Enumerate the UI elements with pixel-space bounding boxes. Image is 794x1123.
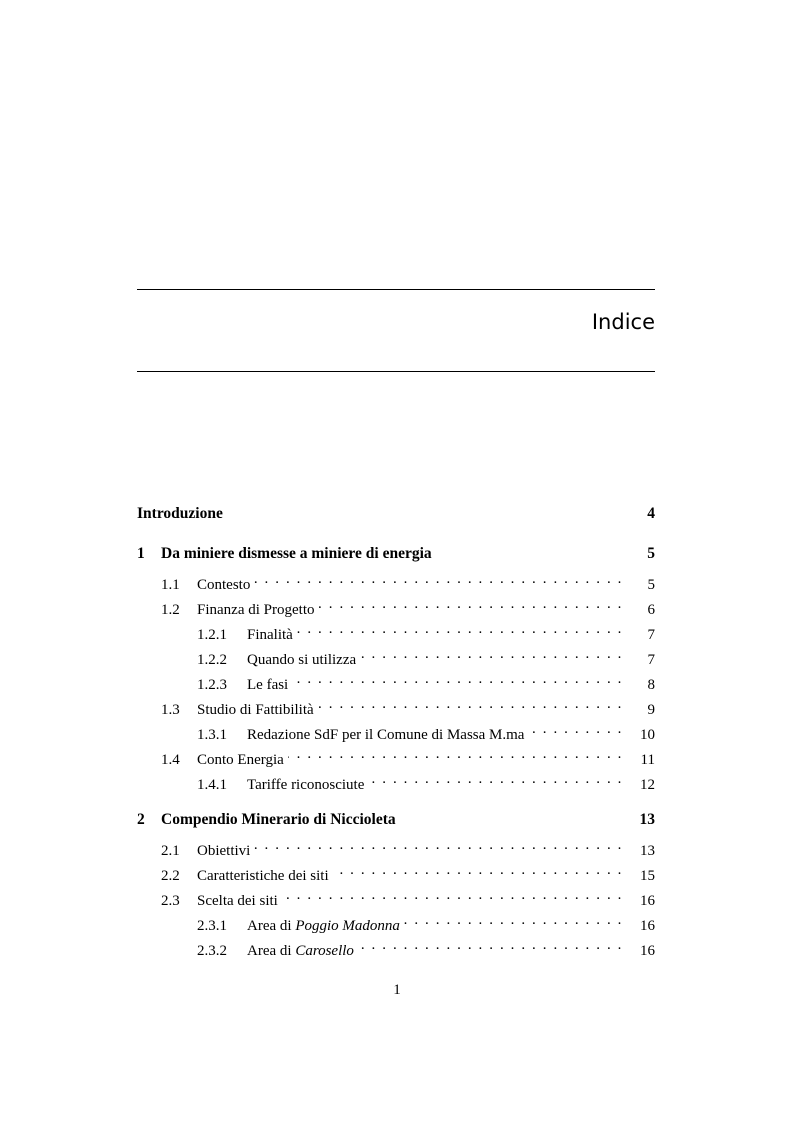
page-number: 1 xyxy=(393,982,401,998)
title-italic: Carosello xyxy=(295,943,354,959)
title-prefix: Area di xyxy=(247,943,292,959)
dot-leader xyxy=(528,719,623,739)
toc-entry-number: 2.3.1 xyxy=(197,918,227,934)
dot-leader xyxy=(288,744,623,764)
dot-leader xyxy=(318,594,623,614)
toc-entry-number: 2.3 xyxy=(161,893,180,909)
toc-entry-page: 5 xyxy=(623,544,655,564)
toc-entry-page: 8 xyxy=(623,675,655,695)
toc-title: Indice xyxy=(591,310,655,334)
dot-leader xyxy=(282,885,623,905)
toc-entry-number: 1.2.2 xyxy=(197,652,227,668)
toc-entry-number: 2.1 xyxy=(161,843,180,859)
toc-chapter-1[interactable] xyxy=(137,544,655,564)
toc-entry-number: 1 xyxy=(137,545,145,562)
header-rule-top xyxy=(137,289,655,290)
toc-entry-page: 12 xyxy=(623,775,655,795)
toc-entry-introduzione[interactable] xyxy=(137,504,655,524)
toc-entry-page: 7 xyxy=(623,650,655,670)
dot-leader xyxy=(360,644,623,664)
toc-entry-title: Conto Energia xyxy=(197,750,288,770)
toc-entry-title xyxy=(247,941,358,961)
toc-subsection-2-3-1[interactable] xyxy=(197,910,655,934)
toc-entry-page: 4 xyxy=(623,504,655,524)
toc-entry-title: Scelta dei siti xyxy=(197,891,282,911)
toc-entry-page: 5 xyxy=(623,575,655,595)
toc-entry-page: 13 xyxy=(623,810,655,830)
toc-entry-page: 9 xyxy=(623,700,655,720)
toc-entry-number: 1.3.1 xyxy=(197,727,227,743)
toc-subsection-1-2-2[interactable] xyxy=(197,644,655,668)
toc-entry-title xyxy=(247,916,404,936)
toc-entry-page: 16 xyxy=(623,941,655,961)
title-italic: Poggio Madonna xyxy=(295,918,400,934)
toc-entry-number: 1.2.1 xyxy=(197,627,227,643)
toc-entry-title: Studio di Fattibilità xyxy=(197,700,318,720)
toc-section-2-3[interactable] xyxy=(161,885,655,909)
toc-entry-page: 15 xyxy=(623,866,655,886)
title-prefix: Area di xyxy=(247,918,292,934)
toc-entry-title: Contesto xyxy=(197,575,254,595)
dot-leader xyxy=(358,935,623,955)
toc-entry-number: 1.2.3 xyxy=(197,677,227,693)
toc-entry-page: 7 xyxy=(623,625,655,645)
toc-entry-title: Quando si utilizza xyxy=(247,650,360,670)
toc-entry-number: 2.3.2 xyxy=(197,943,227,959)
toc-entry-title: Obiettivi xyxy=(197,841,254,861)
toc-entry-title: Le fasi xyxy=(247,675,292,695)
toc-entry-page: 16 xyxy=(623,891,655,911)
toc-entry-number: 1.4 xyxy=(161,752,180,768)
toc-section-1-2[interactable] xyxy=(161,594,655,618)
header-rule-bottom xyxy=(137,371,655,372)
dot-leader xyxy=(254,835,623,855)
toc-entry-page: 6 xyxy=(623,600,655,620)
toc-section-1-1[interactable] xyxy=(161,569,655,593)
toc-entry-title: Introduzione xyxy=(137,504,227,524)
toc-entry-number: 1.2 xyxy=(161,602,180,618)
toc-entry-title: Redazione SdF per il Comune di Massa M.ma xyxy=(247,725,528,745)
toc-entry-number: 1.3 xyxy=(161,702,180,718)
toc-entry-title: Da miniere dismesse a miniere di energia xyxy=(161,544,436,564)
toc-subsection-1-3-1[interactable] xyxy=(197,719,655,743)
toc-entry-number: 1.1 xyxy=(161,577,180,593)
toc-subsection-1-2-3[interactable] xyxy=(197,669,655,693)
toc-entry-number: 2 xyxy=(137,811,145,828)
toc-entry-title: Finanza di Progetto xyxy=(197,600,318,620)
toc-section-2-1[interactable] xyxy=(161,835,655,859)
dot-leader xyxy=(254,569,623,589)
dot-leader xyxy=(318,694,623,714)
toc-entry-title: Finalità xyxy=(247,625,297,645)
toc-entry-page: 11 xyxy=(623,750,655,770)
dot-leader xyxy=(368,769,623,789)
toc-entry-title: Compendio Minerario di Niccioleta xyxy=(161,810,400,830)
dot-leader xyxy=(333,860,623,880)
toc-subsection-1-2-1[interactable] xyxy=(197,619,655,643)
toc-section-1-3[interactable] xyxy=(161,694,655,718)
toc-section-1-4[interactable] xyxy=(161,744,655,768)
dot-leader xyxy=(404,910,623,930)
toc-subsection-2-3-2[interactable] xyxy=(197,935,655,959)
dot-leader xyxy=(292,669,623,689)
toc-entry-number: 1.4.1 xyxy=(197,777,227,793)
toc-section-2-2[interactable] xyxy=(161,860,655,884)
toc-chapter-2[interactable] xyxy=(137,810,655,830)
dot-leader xyxy=(297,619,623,639)
toc-entry-page: 13 xyxy=(623,841,655,861)
toc-entry-title: Caratteristiche dei siti xyxy=(197,866,333,886)
toc-entry-page: 10 xyxy=(623,725,655,745)
toc-entry-page: 16 xyxy=(623,916,655,936)
toc-subsection-1-4-1[interactable] xyxy=(197,769,655,793)
toc-entry-number: 2.2 xyxy=(161,868,180,884)
toc-entry-title: Tariffe riconosciute xyxy=(247,775,368,795)
